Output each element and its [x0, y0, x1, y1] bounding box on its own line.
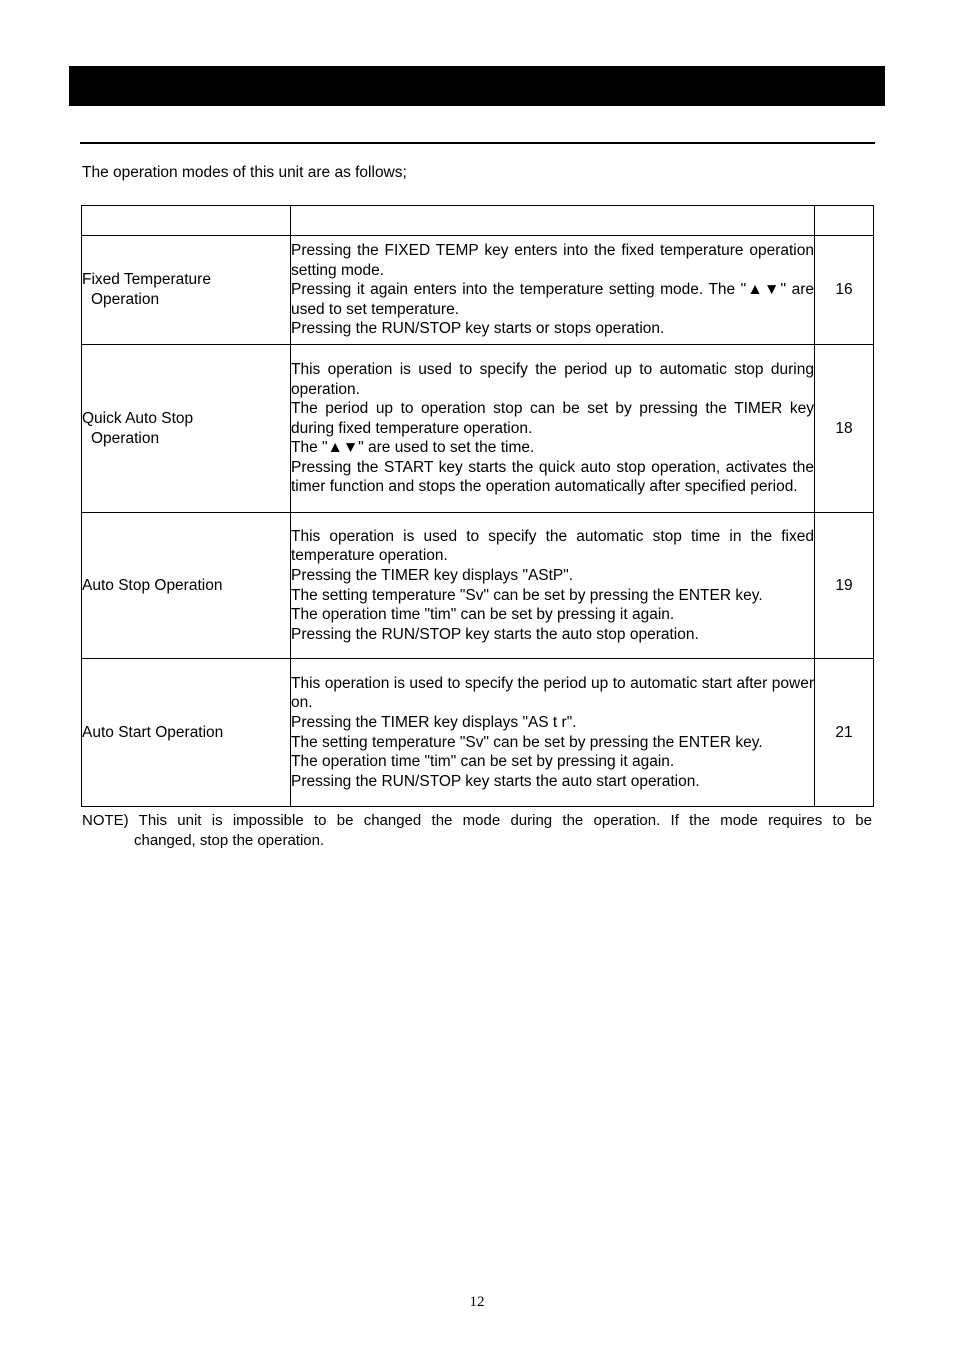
description-line: This operation is used to specify the period up to automatic start after power on. — [291, 674, 814, 712]
page-ref: 18 — [815, 345, 874, 513]
description-line: Pressing the TIMER key displays "AStP". — [291, 566, 574, 584]
description-line: Pressing it again enters into the temperature setting mode. The "▲▼" are used to set temperature. — [291, 281, 814, 318]
intro-text: The operation modes of this unit are as follows; — [82, 164, 407, 181]
page-ref: 19 — [815, 513, 874, 659]
mode-name: Quick Auto Stop — [82, 409, 194, 427]
header-description — [291, 206, 815, 236]
section-title-bar — [69, 66, 885, 106]
description-cell — [291, 513, 815, 659]
description-line: This operation is used to specify the period up to automatic stop during operation. — [291, 360, 814, 398]
note-text — [82, 811, 872, 850]
header-page — [815, 206, 874, 236]
description-line: The operation time "tim" can be set by pressing it again. — [291, 753, 675, 771]
table-row — [82, 236, 874, 345]
description-line: This operation is used to specify the automatic stop time in the fixed temperature operation. — [291, 527, 814, 565]
mode-name: Auto Stop Operation — [82, 576, 223, 594]
description-line: The "▲▼" are used to set the time. — [291, 439, 535, 457]
description-cell — [291, 236, 815, 345]
mode-cell — [82, 345, 291, 513]
mode-cell — [82, 513, 291, 659]
description-line: The setting temperature "Sv" can be set by pressing the ENTER key. — [291, 733, 763, 751]
page-ref: 16 — [815, 236, 874, 345]
mode-name: Fixed Temperature — [82, 271, 211, 289]
note-line: NOTE) This unit is impossible to be changed the mode during the operation. If the mode requires to be — [82, 812, 872, 829]
mode-name-cont: Operation — [91, 291, 160, 308]
description-line: Pressing the RUN/STOP key starts the auto stop operation. — [291, 625, 699, 643]
description-line: Pressing the TIMER key displays "AS t r". — [291, 713, 577, 731]
description-line: The setting temperature "Sv" can be set by pressing the ENTER key. — [291, 586, 763, 604]
mode-name: Auto Start Operation — [82, 723, 224, 741]
note-line: changed, stop the operation. — [134, 831, 325, 849]
table-header-row — [82, 206, 874, 236]
page-ref: 21 — [815, 659, 874, 807]
description-line: Pressing the FIXED TEMP key enters into the fixed temperature operation setting mode. — [291, 242, 814, 279]
subsection-rule — [80, 142, 875, 144]
description-line: Pressing the RUN/STOP key starts the auto start operation. — [291, 772, 700, 790]
table-row — [82, 345, 874, 513]
mode-cell — [82, 659, 291, 807]
description-line: Pressing the RUN/STOP key starts or stops operation. — [291, 320, 665, 338]
mode-name-cont: Operation — [91, 429, 160, 447]
mode-cell — [82, 236, 291, 345]
header-mode — [82, 206, 291, 236]
table-row — [82, 513, 874, 659]
description-cell — [291, 659, 815, 807]
description-line: The operation time "tim" can be set by pressing it again. — [291, 606, 675, 624]
description-line: Pressing the START key starts the quick auto stop operation, activates the timer function and stops the operation automatically after specified period. — [291, 458, 814, 496]
operation-modes-table — [81, 205, 874, 807]
description-line: The period up to operation stop can be set by pressing the TIMER key during fixed temperature operation. — [291, 400, 814, 437]
description-cell — [291, 345, 815, 513]
page-number: 12 — [469, 1294, 485, 1310]
table-row — [82, 659, 874, 807]
